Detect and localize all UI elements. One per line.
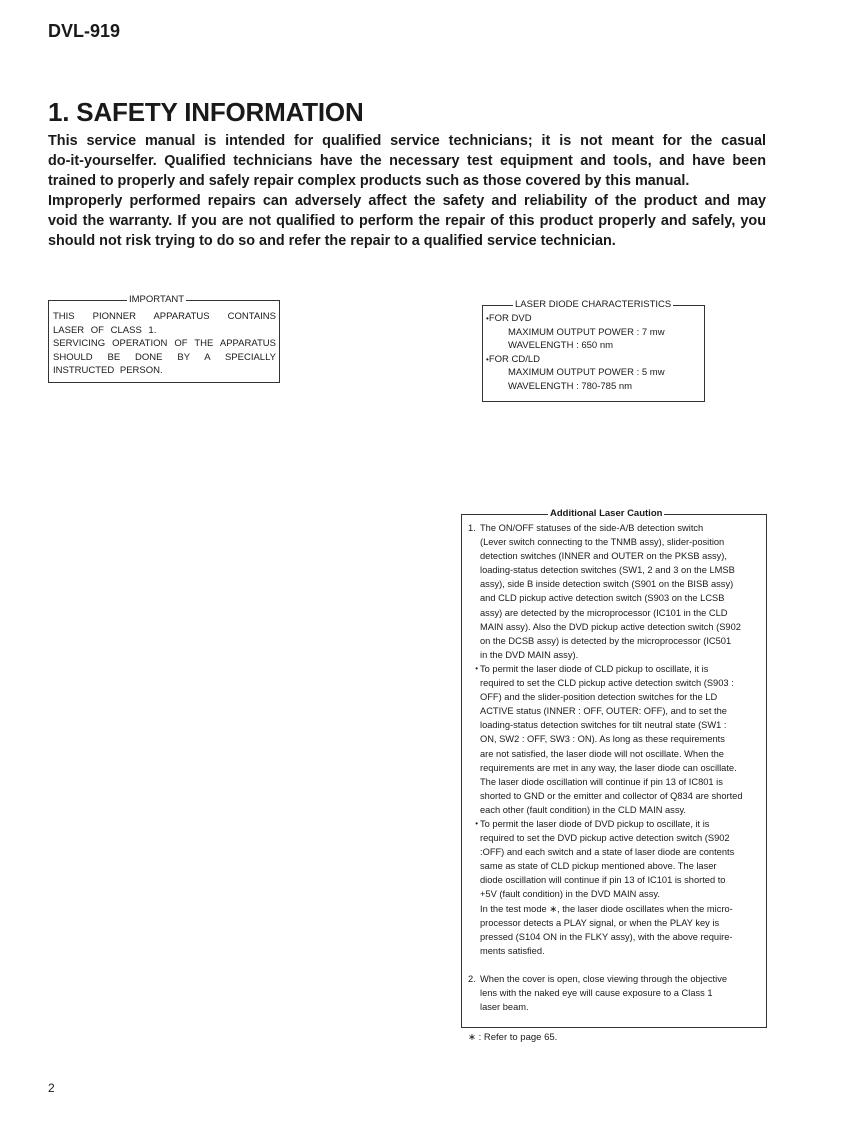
- caution-bullet-cld: [468, 662, 762, 817]
- caution-item-1: [468, 521, 762, 662]
- bullet-icon: •: [475, 663, 478, 673]
- caution-line: The ON/OFF statuses of the side-A/B detection switch: [480, 523, 704, 533]
- caution-bullet-dvd: [468, 817, 762, 958]
- cd-max-power: MAXIMUM OUTPUT POWER : 5 mw: [508, 367, 665, 378]
- caution-line: laser beam.: [480, 1002, 529, 1013]
- important-line: THIS PIONNER APPARATUS CONTAINS: [53, 311, 276, 322]
- section-title: 1. SAFETY INFORMATION: [48, 97, 364, 127]
- intro-line: This service manual is intended for qualified service technicians; it is not meant for the casual: [48, 133, 766, 149]
- dvd-wavelength: WAVELENGTH : 650 nm: [508, 340, 614, 351]
- cd-label-row: [486, 353, 700, 367]
- intro-line: Improperly performed repairs can adversely affect the safety and reliability of the product and may: [48, 193, 766, 209]
- caution-line: lens with the naked eye will cause exposure to a Class 1: [480, 988, 713, 999]
- page-number: 2: [48, 1081, 55, 1095]
- bullet-icon: •: [486, 314, 489, 323]
- caution-line: assy) are detected by the microprocessor (IC101 in the CLD: [480, 607, 728, 618]
- caution-line: ments satisfied.: [480, 945, 545, 956]
- dvd-max-power: MAXIMUM OUTPUT POWER : 7 mw: [508, 326, 665, 338]
- dvd-label: FOR DVD: [488, 313, 532, 324]
- footnote: ∗ : Refer to page 65.: [468, 1032, 558, 1043]
- important-box: [48, 294, 280, 383]
- item-number: 1.: [468, 523, 476, 533]
- caution-line: detection switches (INNER and OUTER on the PKSB assy),: [480, 551, 727, 562]
- caution-line: loading-status detection switches (SW1, 2 and 3 on the LMSB: [480, 565, 735, 576]
- caution-line: pressed (S104 ON in the FLKY assy), with the above require-: [480, 931, 733, 942]
- caution-line: OFF) and the slider-position detection switches for the LD: [480, 692, 718, 703]
- caution-box-title: Additional Laser Caution: [550, 508, 663, 519]
- intro-line: trained to properly and safely repair complex products such as those covered by this manual.: [48, 173, 690, 189]
- important-line: LASER OF CLASS 1.: [53, 324, 157, 336]
- dvd-label-row: [486, 312, 700, 326]
- caution-line: The laser diode oscillation will continue if pin 13 of IC801 is: [480, 776, 723, 787]
- important-line: SERVICING OPERATION OF THE APPARATUS: [53, 338, 276, 349]
- caution-line: ON, SW2 : OFF, SW3 : ON). As long as these requirements: [480, 734, 725, 745]
- caution-line: In the test mode ∗, the laser diode oscillates when the micro-: [480, 903, 733, 914]
- intro-line: void the warranty. If you are not qualified to perform the repair of this product properly and safely, you: [48, 213, 766, 229]
- caution-line: requirements are met in any way, the laser diode can oscillate.: [480, 762, 737, 773]
- caution-line: To permit the laser diode of CLD pickup to oscillate, it is: [480, 663, 709, 674]
- caution-line: same as state of CLD pickup mentioned above. The laser: [480, 861, 717, 872]
- caution-line: processor detects a PLAY signal, or when the PLAY key is: [480, 917, 720, 928]
- caution-line: shorted to GND or the emitter and collector of Q834 are shorted: [480, 790, 743, 801]
- item-number: 2.: [468, 974, 476, 984]
- intro-line: should not risk trying to do so and refer the repair to a qualified service technician.: [48, 233, 616, 249]
- caution-line: on the DCSB assy) is detected by the microprocessor (IC501: [480, 635, 732, 646]
- caution-line: are not satisfied, the laser diode will not oscillate. When the: [480, 748, 724, 759]
- caution-line: To permit the laser diode of DVD pickup to oscillate, it is: [480, 818, 710, 829]
- caution-line: and CLD pickup active detection switch (S903 on the LCSB: [480, 593, 725, 604]
- caution-line: When the cover is open, close viewing through the objective: [480, 974, 728, 984]
- important-line: SHOULD BE DONE BY A SPECIALLY: [53, 351, 276, 363]
- caution-line: :OFF) and each switch and a state of laser diode are contents: [480, 847, 735, 858]
- laser-diode-box: [482, 299, 705, 402]
- important-line: INSTRUCTED PERSON.: [53, 365, 163, 376]
- important-box-title: IMPORTANT: [129, 294, 185, 305]
- bullet-icon: •: [475, 818, 478, 828]
- caution-line: required to set the DVD pickup active detection switch (S902: [480, 833, 730, 844]
- caution-line: required to set the CLD pickup active detection switch (S903 :: [480, 678, 734, 689]
- caution-line: assy), side B inside detection switch (S901 on the BISB assy): [480, 579, 734, 590]
- cd-label: FOR CD/LD: [488, 353, 541, 365]
- laser-box-title: LASER DIODE CHARACTERISTICS: [515, 299, 672, 310]
- caution-line: loading-status detection switches for tilt neutral state (SW1 :: [480, 720, 727, 731]
- caution-line: diode oscillation will continue if pin 13 of IC101 is shorted to: [480, 875, 726, 886]
- additional-laser-caution-box: [461, 508, 767, 1028]
- intro-line: do-it-yourselfer. Qualified technicians have the necessary test equipment and tools, and have been: [48, 153, 766, 169]
- bullet-icon: •: [486, 354, 489, 364]
- caution-item-2: [468, 972, 762, 1014]
- caution-line: in the DVD MAIN assy).: [480, 649, 579, 660]
- model-number: DVL-919: [48, 21, 121, 41]
- caution-line: +5V (fault condition) in the DVD MAIN assy.: [480, 889, 660, 900]
- caution-line: (Lever switch connecting to the TNMB assy), slider-position: [480, 537, 725, 548]
- caution-line: each other (fault condition) in the CLD MAIN assy.: [480, 804, 687, 815]
- intro-paragraph: [48, 131, 766, 251]
- cd-wavelength: WAVELENGTH : 780-785 nm: [508, 380, 633, 392]
- caution-line: MAIN assy). Also the DVD pickup active detection switch (S902: [480, 621, 741, 632]
- caution-line: ACTIVE status (INNER : OFF, OUTER: OFF), and to set the: [480, 706, 727, 717]
